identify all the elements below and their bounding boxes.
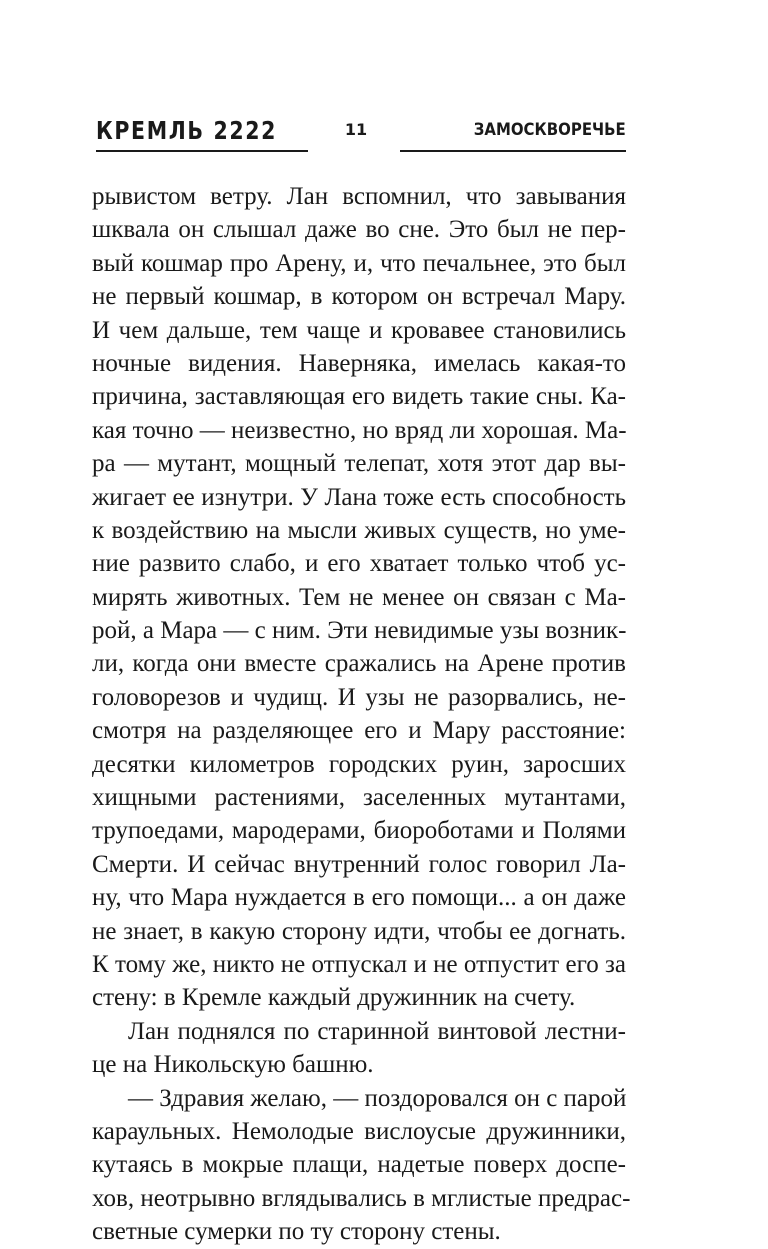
text-line: не первый кошмар, в котором он встречал Мару. [92,283,626,311]
text-line: смотря на разделяющее его и Мару расстояние: [92,717,626,745]
text-line: десятки километров городских руин, заросших [92,750,626,778]
text-line: кая точно — неизвестно, но вряд ли хорошая. Ма- [92,416,627,444]
text-line: жигает ее изнутри. У Лана тоже есть способность [92,483,626,511]
text-line: причина, заставляющая его видеть такие сны. Ка- [92,383,626,411]
text-line: кутаясь в мокрые плащи, надетые поверх доспе- [92,1151,626,1179]
running-head [96,112,626,154]
text-line: головорезов и чудищ. И узы не разорвались, не- [92,683,626,711]
text-line: хов, неотрывно вглядывались в мглистые предрас- [92,1184,631,1212]
text-line: ночные видения. Наверняка, имелась какая-то [92,349,626,377]
text-line: трупоедами, мародерами, биороботами и Полями [92,817,626,845]
text-line: рой, а Мара — с ним. Эти невидимые узы возник- [92,617,627,645]
book-title: КРЕМЛЬ 2222 [96,116,278,145]
text-line: К тому же, никто не отпускал и не отпустит его за [92,950,626,978]
text-line: хищными растениями, заселенных мутантами, [92,784,626,812]
text-line: це на Никольскую башню. [92,1051,374,1079]
text-line: не знает, в какую сторону идти, чтобы ее догнать. [92,917,626,945]
text-line: светные сумерки по ту сторону стены. [92,1218,501,1246]
chapter-title-rule [400,112,626,152]
text-line: Смерти. И сейчас внутренний голос говорил Ла- [92,850,626,878]
text-line: — Здравия желаю, — поздоровался он с парой [128,1084,627,1112]
book-title-rule [96,112,308,152]
text-line: ра — мутант, мощный телепат, хотя этот дар вы- [92,450,626,478]
text-line: И чем дальше, тем чаще и кровавее становились [92,316,626,344]
text-line: ли, когда они вместе сражались на Арене против [92,650,626,678]
page-number: 11 [344,120,368,139]
text-line: мирять животных. Тем не менее он связан с Ма- [92,583,626,611]
text-line: к воздействию на мысли живых существ, но уме- [92,516,626,544]
body-text [92,180,631,1249]
chapter-title: ЗАМОСКВОРЕЧЬЕ [473,120,626,140]
text-line: ние развито слабо, и его хватает только чтоб ус- [92,550,626,578]
text-line: караульных. Немолодые вислоусые дружинники, [92,1117,626,1145]
text-line: шквала он слышал даже во сне. Это был не пер- [92,216,626,244]
text-line: ну, что Мара нуждается в его помощи... а он даже [92,884,626,912]
text-line: рывистом ветру. Лан вспомнил, что завывания [92,183,626,210]
text-line: Лан поднялся по старинной винтовой лестни- [128,1017,626,1045]
text-line: стену: в Кремле каждый дружинник на счету. [92,984,576,1012]
text-line: вый кошмар про Арену, и, что печальнее, это был [92,249,626,277]
